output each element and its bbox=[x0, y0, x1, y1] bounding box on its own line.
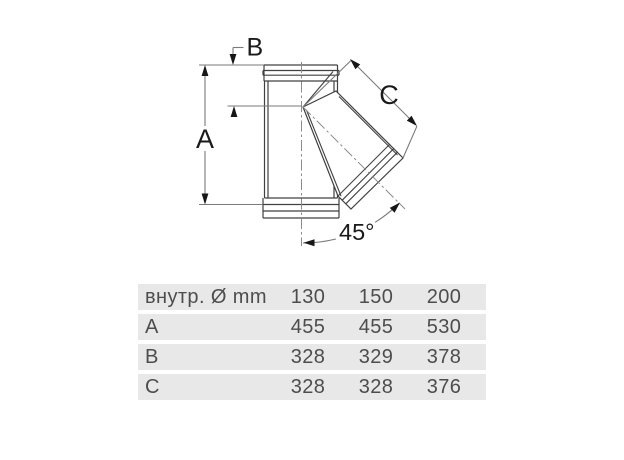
column-header: 130 bbox=[290, 285, 326, 308]
column-header: 150 bbox=[358, 285, 394, 308]
table-row-c bbox=[138, 374, 486, 400]
row-label: B bbox=[145, 345, 159, 368]
dimension-table bbox=[138, 284, 486, 404]
table-cell: 328 bbox=[290, 345, 326, 368]
dimension-c-label: C bbox=[379, 80, 399, 110]
table-header-row bbox=[138, 284, 486, 310]
arrow-up-icon bbox=[202, 65, 209, 76]
diameter-header-label: внутр. Ø mm bbox=[145, 285, 267, 308]
table-row-a bbox=[138, 314, 486, 340]
column-header: 200 bbox=[426, 285, 462, 308]
dimension-a bbox=[196, 65, 264, 205]
table-cell: 455 bbox=[358, 315, 394, 338]
table-cell: 328 bbox=[358, 375, 394, 398]
arrow-down-icon bbox=[230, 54, 237, 65]
arrow-down-icon bbox=[202, 194, 209, 205]
dimension-b-label: B bbox=[246, 33, 264, 62]
table-cell: 530 bbox=[426, 315, 462, 338]
arrow-left-icon bbox=[304, 239, 315, 246]
row-label: A bbox=[145, 315, 159, 338]
table-cell: 376 bbox=[426, 375, 462, 398]
table-cell: 378 bbox=[426, 345, 462, 368]
dimension-a-label: A bbox=[195, 124, 215, 154]
table-cell: 455 bbox=[290, 315, 326, 338]
table-cell: 328 bbox=[290, 375, 326, 398]
table-cell: 329 bbox=[358, 345, 394, 368]
table-row-b bbox=[138, 344, 486, 370]
arrow-up-icon bbox=[231, 106, 238, 117]
row-label: C bbox=[145, 375, 160, 398]
angle-value-label: 45° bbox=[339, 219, 375, 245]
